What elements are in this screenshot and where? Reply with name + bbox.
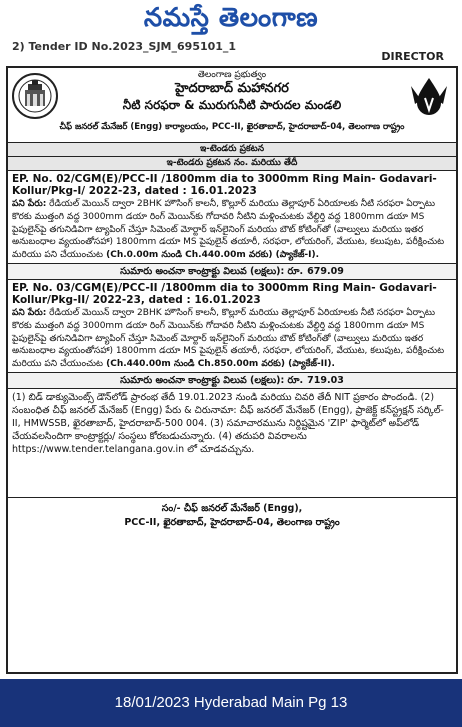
header-board-line: నీటి సరఫరా & మురుగునీటి పారుదల మండలి <box>122 98 342 112</box>
previous-ad-strip <box>0 38 462 64</box>
notice-band: ఇ-టెండరు ప్రకటన <box>8 143 456 157</box>
package-2-range: (Ch.440.00m నుండి Ch.850.00m వరకు) (ప్యాకేజ్-II). <box>102 359 335 370</box>
package-2-work-label: పని పేరు: <box>12 307 47 318</box>
notice-subhead-band: ఇ-టెండరు ప్రకటన నం. మరియు తేదీ <box>8 157 456 171</box>
header-city-line: హైదరాబాద్ మహానగర <box>175 81 289 96</box>
ad-header <box>8 68 456 143</box>
water-board-logo-icon <box>405 74 453 120</box>
package-1-work-label: పని పేరు: <box>12 199 47 209</box>
package-2-work <box>12 307 452 371</box>
signature-line-2: PCC-II, ఖైరతాబాద్, హైదరాబాద్-04, తెలంగాణ రాష్ట్రం <box>124 516 340 528</box>
package-1-range: (Ch.0.00m నుండి Ch.440.00m వరకు) (ప్యాకేజ్-I). <box>102 250 320 261</box>
package-2-cost <box>8 373 456 389</box>
package-2-cost-value: 719.03 <box>307 374 344 386</box>
package-1 <box>8 171 456 264</box>
director-label: DIRECTOR <box>381 50 444 63</box>
header-govt-line: తెలంగాణ ప్రభుత్వం <box>197 70 267 80</box>
package-1-work <box>12 198 452 262</box>
package-1-cost <box>8 264 456 280</box>
tender-notes: (1) బిడ్ డాక్యుమెంట్స్ డౌన్‌లోడ్ ప్రారంభ తేదీ 19.01.2023 నుండి మరియు చివరి తేదీ NIT ప్రకారం పొందండి. (2) సంబంధిత చీఫ్ జనరల్ మేనేజర్ (Engg) పేరు & చిరునామా: చీఫ్ జనరల్ మేనేజర్ (Engg), ప్రాజెక్ట్ కన్‌స్ట్రక్షన్ సర్కిల్-II, HMWSSB, ఖైరతాబాద్, హైదరాబాద్-500 004. (3) సమాచారమును నిర్దిష్టమైన 'ZIP' ఫార్మెట్‌లో అప్‌లోడ్ చేయవలసిందిగా కాంట్రాక్టర్లు/ సంస్థలు కోరబడుచున్నారు. (4) తదుపరి వివరాలను https://www.tender.telangana.gov.in లో చూడవచ్చును. <box>8 389 456 498</box>
package-1-cost-label: సుమారు అంచనా కాంట్రాక్టు విలువ (లక్షలు): రూ. <box>120 265 304 277</box>
page-footer: 18/01/2023 Hyderabad Main Pg 13 <box>0 679 462 727</box>
signature-block <box>8 498 456 530</box>
header-office-line: చీఫ్ జనరల్ మేనేజర్ (Engg) కార్యాలయం, PCC-II, ఖైరతాబాద్, హైదరాబాద్-04, తెలంగాణ రాష్ట్రం <box>59 122 405 132</box>
government-emblem-icon <box>11 72 59 120</box>
package-1-ep-number: EP. No. 02/CGM(E)/PCC-II /1800mm dia to 3000mm Ring Main- Godavari-Kollur/Pkg-I/ 2022-23, dated : 16.01.2023 <box>12 173 437 197</box>
masthead-title: నమస్తే తెలంగాణ <box>143 3 319 33</box>
package-1-work-text: రేడియల్ మెయిన్ ద్వారా 2BHK హౌసింగ్ కాలనీ, కొల్లూర్ మరియు తెల్లాపూర్ ఏరియాలకు నీటి సరఫరా ఏర్పాటు కొరకు ముత్తంగి వద్ద 3000mm డయా రింగ్ మెయిన్‌కు గోదావరి నీటిని మళ్లించుటకు వేల్దిర్తి వద్ద 1800mm డయా MS పైపులైన్‌పై తగునిడివిగా ట్యాపింగ్ చేస్తూ సిమెంట్ మోర్టార్ ఇన్‌లైనింగ్ మరియు బౌట్ కోటింగ్‌తో (వాల్వులు మరియు ఇతర అనుబంధాల వ్యయంతోసహా) 1800mm డయా MS పైపులైన్ తయారీ, సరఫరా, లోయరింగ్, వేయుట, కలుపుట, పరీక్షించుట మరియు పని చేయుంచుట <box>12 199 445 261</box>
previous-tender-id: 2) Tender ID No.2023_SJM_695101_1 <box>12 40 237 53</box>
package-2-ep-number: EP. No. 03/CGM(E)/PCC-II /1800mm dia to 3000mm Ring Main- Godavari-Kollur/Pkg-II/ 2022-23, dated : 16.01.2023 <box>12 281 437 306</box>
tender-advertisement <box>6 66 458 674</box>
package-2-cost-label: సుమారు అంచనా కాంట్రాక్టు విలువ (లక్షలు): రూ. <box>120 374 304 386</box>
package-2 <box>8 280 456 373</box>
package-1-cost-value: 679.09 <box>307 265 344 277</box>
signature-line-1: సం/- చీఫ్ జనరల్ మేనేజర్ (Engg), <box>161 502 303 514</box>
package-2-work-text: రేడియల్ మెయిన్ ద్వారా 2BHK హౌసింగ్ కాలనీ, కొల్లూర్ మరియు తెల్లాపూర్ ఏరియాలకు నీటి సరఫరా ఏర్పాటు కొరకు ముత్తంగి వద్ద 3000mm డయా రింగ్ మెయిన్‌కు గోదావరి నీటిని మళ్లించుటకు వేల్దిర్తి వద్ద 1800mm డయా MS పైపులైన్‌పై తగునిడివిగా ట్యాపింగ్ చేస్తూ సిమెంట్ మోర్టార్ ఇన్‌లైనింగ్ మరియు బౌట్ కోటింగ్‌తో (వాల్వులు మరియు ఇతర అనుబంధాల వ్యయంతోసహా) 1800mm డయా MS పైపులైన్ తయారీ, సరఫరా, లోయరింగ్, వేయుట, కలుపుట, పరీక్షించుట మరియు పని చేయుంచుట <box>12 307 445 370</box>
newspaper-masthead <box>0 0 462 40</box>
